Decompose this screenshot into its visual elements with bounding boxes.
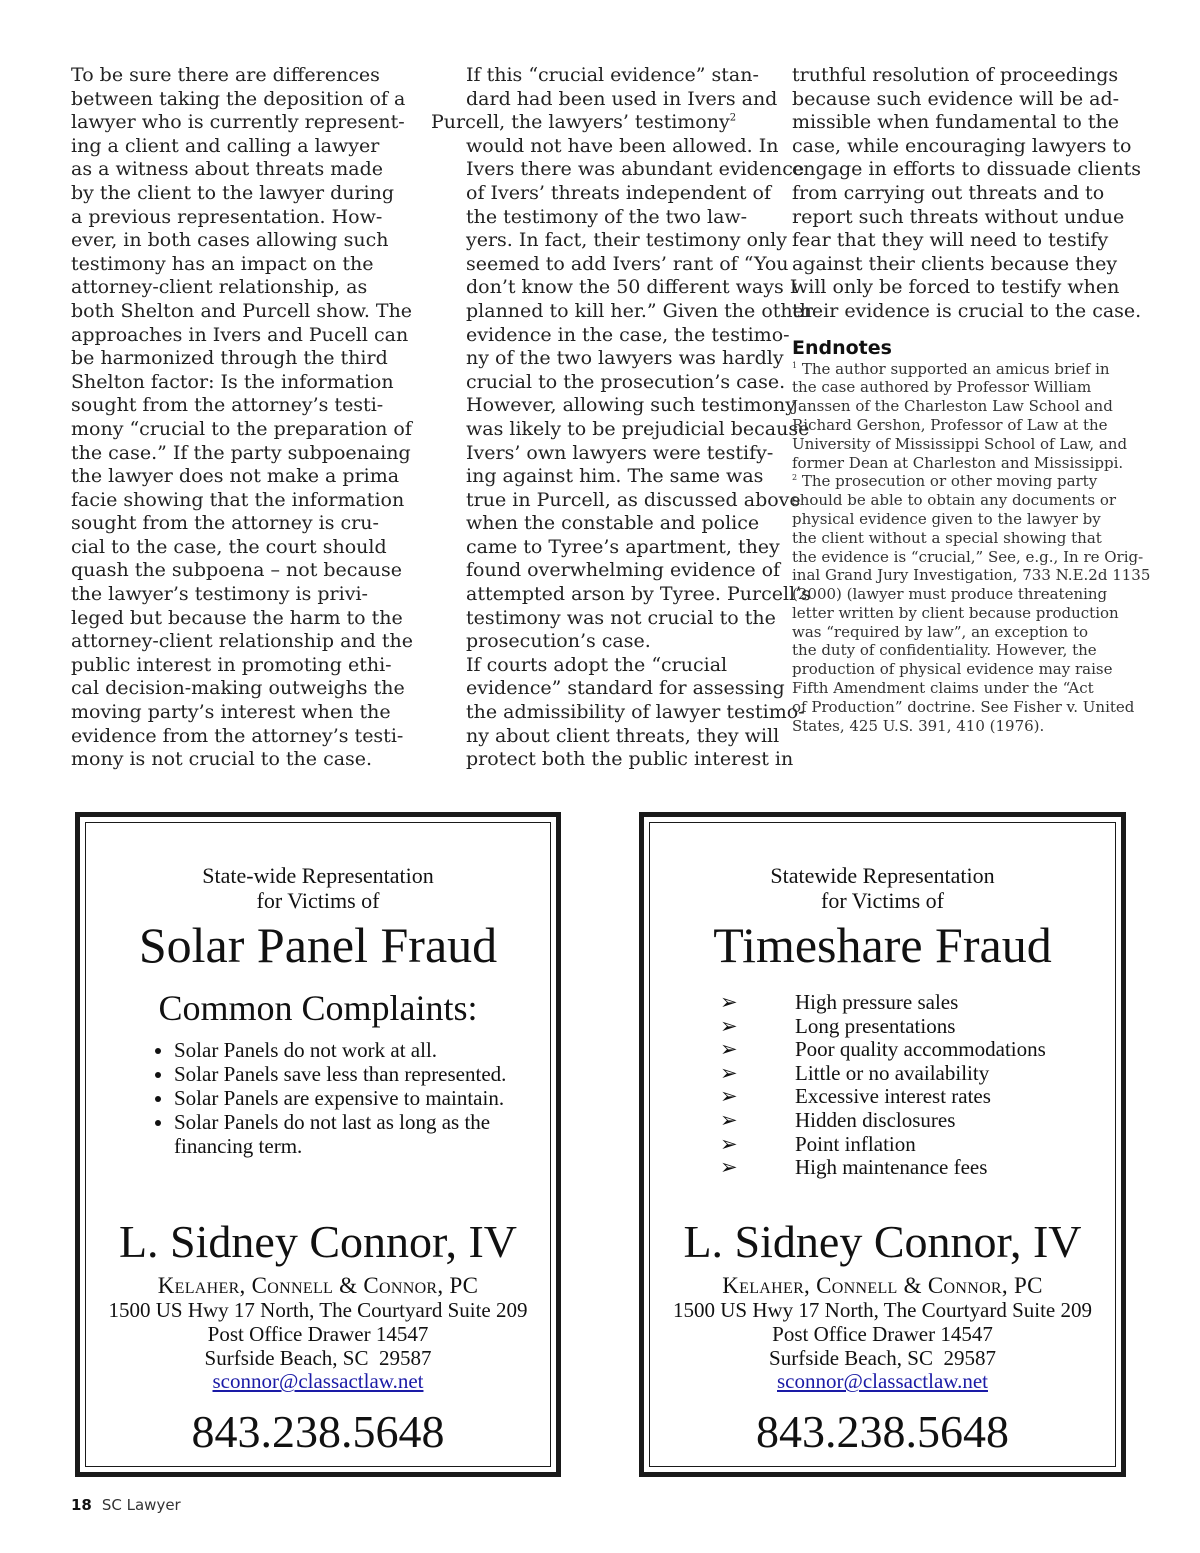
list-item: ➢ Little or no availability xyxy=(720,1060,990,1085)
article-column-1 xyxy=(71,64,416,772)
endnote-number: 2 xyxy=(792,473,798,483)
ad-solar-panel-fraud xyxy=(75,812,561,1477)
arrow-bullet-icon: ➢ xyxy=(720,1013,738,1038)
list-item: • Solar Panels save less than represented. xyxy=(174,1062,534,1086)
page-footer xyxy=(71,1496,181,1514)
ad-heading: Statewide Representation for Victims of xyxy=(770,863,995,913)
contact-address: 1500 US Hwy 17 North, The Courtyard Suite 209 Post Office Drawer 14547 Surfside Beach, SC 29587 sconnor@classactlaw.net xyxy=(108,1298,528,1394)
list-item: ➢ High pressure sales xyxy=(720,990,959,1014)
article-column-3 xyxy=(792,64,1151,735)
article-paragraph: If this “crucial evidence” stan- dard had been used in Ivers and Purcell, the lawyers’ testimony$^2$ would not have been allowed. In Ivers there was abundant evidence of Ivers’ threats independent of the testimony of the two law- yers. In fact, their testimony only seemed to add Ivers’ rant of “You don’t know the 50 different ways I planned to kill her.” Given the other evidence in the case, the testimo- ny of the two lawyers was hardly crucial to the prosecution’s case. However, allowing such testimony was likely to be prejudicial because Ivers’ own lawyers were testify- ing against him. The same was true in Purcell, as discussed above when the constable and police came to Tyree’s apartment, they found overwhelming evidence of attempted arson by Tyree. Purcell’s testimony was not crucial to the prosecution’s case. xyxy=(431,64,813,653)
list-item: ➢ High maintenance fees xyxy=(720,1155,988,1180)
email-link[interactable]: sconnor@classactlaw.net xyxy=(212,1369,424,1394)
article-paragraph: If courts adopt the “crucial evidence” standard for assessing the admissibility of lawyer testimo- ny about client threats, they will protect both the public interest in xyxy=(466,653,805,771)
list-item: • Solar Panels are expensive to maintain. xyxy=(174,1086,534,1110)
article-column-2 xyxy=(431,64,813,772)
attorney-name: L. Sidney Connor, IV xyxy=(683,1216,1082,1267)
endnote-1: $^1$ The author supported an amicus brief in the case authored by Professor William Janssen of the Charleston Law School and Richard Gershon, Professor of Law at the University of Mississippi School of Law, and former Dean at Charleston and Mississippi. xyxy=(792,359,1128,472)
phone-number: 843.238.5648 xyxy=(191,1406,445,1457)
firm-name: Kelaher, Connell & Connor, PC xyxy=(722,1273,1043,1298)
ad-subtitle: Common Complaints: xyxy=(158,988,478,1028)
endnotes-heading: Endnotes xyxy=(792,336,892,359)
arrow-bullet-icon: ➢ xyxy=(720,1131,738,1156)
article-paragraph: To be sure there are differences between taking the deposition of a lawyer who is currently represent- ing a client and calling a lawyer as a witness about threats made by the client to the lawyer during a previous representation. How- ever, in both cases allowing such testimony has an impact on the attorney-client relationship, as both Shelton and Purcell show. The approaches in Ivers and Pucell can be harmonized through the third Shelton factor: Is the information sought from the attorney’s testi- mony “crucial to the preparation of the case.” If the party subpoenaing the lawyer does not make a prima facie showing that the information sought from the attorney is cru- cial to the case, the court should quash the subpoena – not because the lawyer’s testimony is privi- leged but because the harm to the attorney-client relationship and the public interest in promoting ethi- cal decision-making outweighs the moving party’s interest when the evidence from the attorney’s testi- mony is not crucial to the case. xyxy=(71,64,413,771)
list-item: ➢ Point inflation xyxy=(720,1131,916,1156)
arrow-bullet-icon: ➢ xyxy=(720,1084,738,1109)
arrow-bullet-icon: ➢ xyxy=(720,1107,738,1132)
phone-number: 843.238.5648 xyxy=(756,1406,1009,1457)
arrow-bullet-icon: ➢ xyxy=(720,1155,738,1180)
footnote-reference[interactable]: 2 xyxy=(729,112,737,124)
list-item: ➢ Hidden disclosures xyxy=(720,1107,956,1132)
ad-timeshare-fraud xyxy=(639,812,1126,1477)
list-item: • Solar Panels do not work at all. xyxy=(174,1038,534,1062)
arrow-bullet-icon: ➢ xyxy=(720,990,738,1014)
complaints-list xyxy=(141,1038,534,1158)
publication-name: SC Lawyer xyxy=(101,1496,181,1514)
ad-heading: State-wide Representation for Victims of xyxy=(202,863,434,913)
list-item: ➢ Long presentations xyxy=(720,1013,956,1038)
ad-inner-border xyxy=(85,822,551,1467)
page-number: 18 xyxy=(71,1496,92,1514)
issues-list xyxy=(720,991,1046,1180)
list-item: ➢ Poor quality accommodations xyxy=(720,1037,1046,1062)
email-link[interactable]: sconnor@classactlaw.net xyxy=(777,1369,988,1394)
arrow-bullet-icon: ➢ xyxy=(720,1037,738,1062)
list-item: • Solar Panels do not last as long as the financing term. xyxy=(174,1110,534,1158)
ad-inner-border xyxy=(649,822,1116,1467)
ad-title: Solar Panel Fraud xyxy=(138,917,498,973)
endnote-number: 1 xyxy=(792,360,798,370)
ad-title: Timeshare Fraud xyxy=(713,917,1052,973)
attorney-name: L. Sidney Connor, IV xyxy=(118,1216,518,1267)
article-paragraph: truthful resolution of proceedings because such evidence will be ad- missible when fundamental to the case, while encouraging lawyers to engage in efforts to dissuade clients from carrying out threats and to report such threats without undue fear that they will need to testify against their clients because they will only be forced to testify when their evidence is crucial to the case. xyxy=(792,64,1142,322)
endnote-2: $^2$ The prosecution or other moving party should be able to obtain any documents or physical evidence given to the lawyer by the client without a special showing that the evidence is “crucial,” See, e.g., In re Orig- inal Grand Jury Investigation, 733 N.E.2d 1135 (2000) (lawyer must produce threatening letter written by client because production was “required by law”, an exception to the duty of confidentiality. However, the production of physical evidence may raise Fifth Amendment claims under the “Act of Production” doctrine. See Fisher v. United States, 425 U.S. 391, 410 (1976). xyxy=(792,472,1151,735)
firm-name: Kelaher, Connell & Connor, PC xyxy=(157,1273,479,1298)
list-item: ➢ Excessive interest rates xyxy=(720,1084,991,1109)
arrow-bullet-icon: ➢ xyxy=(720,1060,738,1085)
contact-address: 1500 US Hwy 17 North, The Courtyard Suite 209 Post Office Drawer 14547 Surfside Beach, SC 29587 sconnor@classactlaw.net xyxy=(672,1298,1092,1394)
